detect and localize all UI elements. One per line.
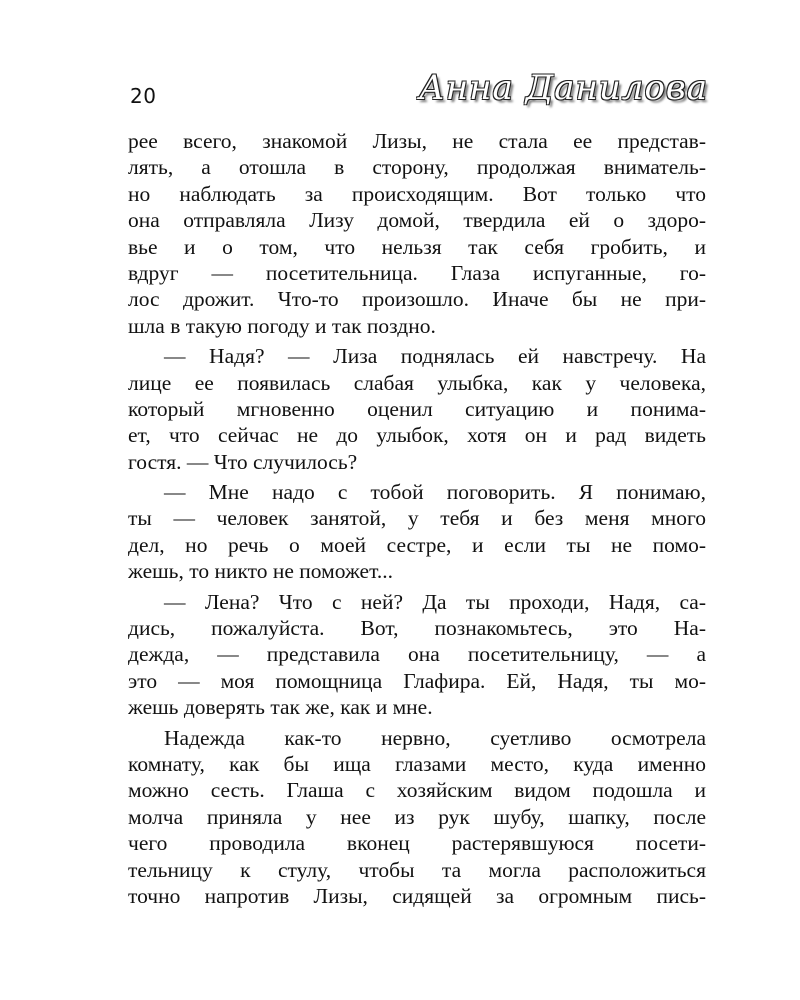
text-line: дел, но речь о моей сестре, и если ты не помо- (128, 532, 706, 557)
paragraph (128, 479, 706, 585)
text-line: молча приняла у нее из рук шубу, шапку, после (128, 804, 706, 829)
text-line: лос дрожит. Что-то произошло. Иначе бы не при- (128, 287, 706, 312)
text-line: но наблюдать за происходящим. Вот только что (128, 181, 706, 206)
text-line: — Мне надо с тобой поговорить. Я понимаю, (164, 480, 706, 505)
text-line: вье и о том, что нельзя так себя гробить, и (128, 234, 706, 259)
body-text (128, 128, 706, 909)
text-line: жешь доверять так же, как и мне. (128, 695, 433, 720)
text-line: лять, а отошла в сторону, продолжая вниматель- (128, 155, 706, 180)
paragraph (128, 725, 706, 910)
text-line: шла в такую погоду и так поздно. (128, 313, 436, 338)
text-line: это — моя помощница Глафира. Ей, Надя, ты мо- (128, 668, 706, 693)
text-line: — Лена? Что с ней? Да ты проходи, Надя, са- (164, 589, 706, 614)
text-line: — Надя? — Лиза поднялась ей навстречу. На (164, 344, 706, 369)
text-line: дежда, — представила она посетительницу, — а (128, 642, 706, 667)
paragraph (128, 128, 706, 339)
text-line: лице ее появилась слабая улыбка, как у человека, (128, 370, 706, 395)
text-line: вдруг — посетительница. Глаза испуганные, го- (128, 260, 706, 285)
text-line: точно напротив Лизы, сидящей за огромным пись- (128, 883, 706, 908)
paragraph (128, 589, 706, 721)
text-line: дись, пожалуйста. Вот, познакомьтесь, это На- (128, 616, 706, 641)
text-line: жешь, то никто не поможет... (128, 559, 393, 584)
text-line: который мгновенно оценил ситуацию и понима- (128, 396, 706, 421)
text-line: тельницу к стулу, чтобы та могла расположиться (128, 857, 706, 882)
text-line: гостя. — Что случилось? (128, 449, 358, 474)
text-line: она отправляла Лизу домой, твердила ей о здоро- (128, 208, 706, 233)
text-line: можно сесть. Глаша с хозяйским видом подошла и (128, 778, 706, 803)
paragraph (128, 343, 706, 475)
text-line: ты — человек занятой, у тебя и без меня много (128, 506, 706, 531)
text-line: Надежда как-то нервно, суетливо осмотрела (164, 725, 706, 750)
text-line: рее всего, знакомой Лизы, не стала ее представ- (128, 129, 706, 153)
text-line: комнату, как бы ища глазами место, куда именно (128, 751, 706, 776)
running-head-author: Анна Данилова (418, 68, 708, 108)
page-number: 20 (130, 84, 157, 108)
text-line: ет, что сейчас не до улыбок, хотя он и рад видеть (128, 423, 706, 448)
text-line: чего проводила вконец растерявшуюся посети- (128, 831, 706, 856)
